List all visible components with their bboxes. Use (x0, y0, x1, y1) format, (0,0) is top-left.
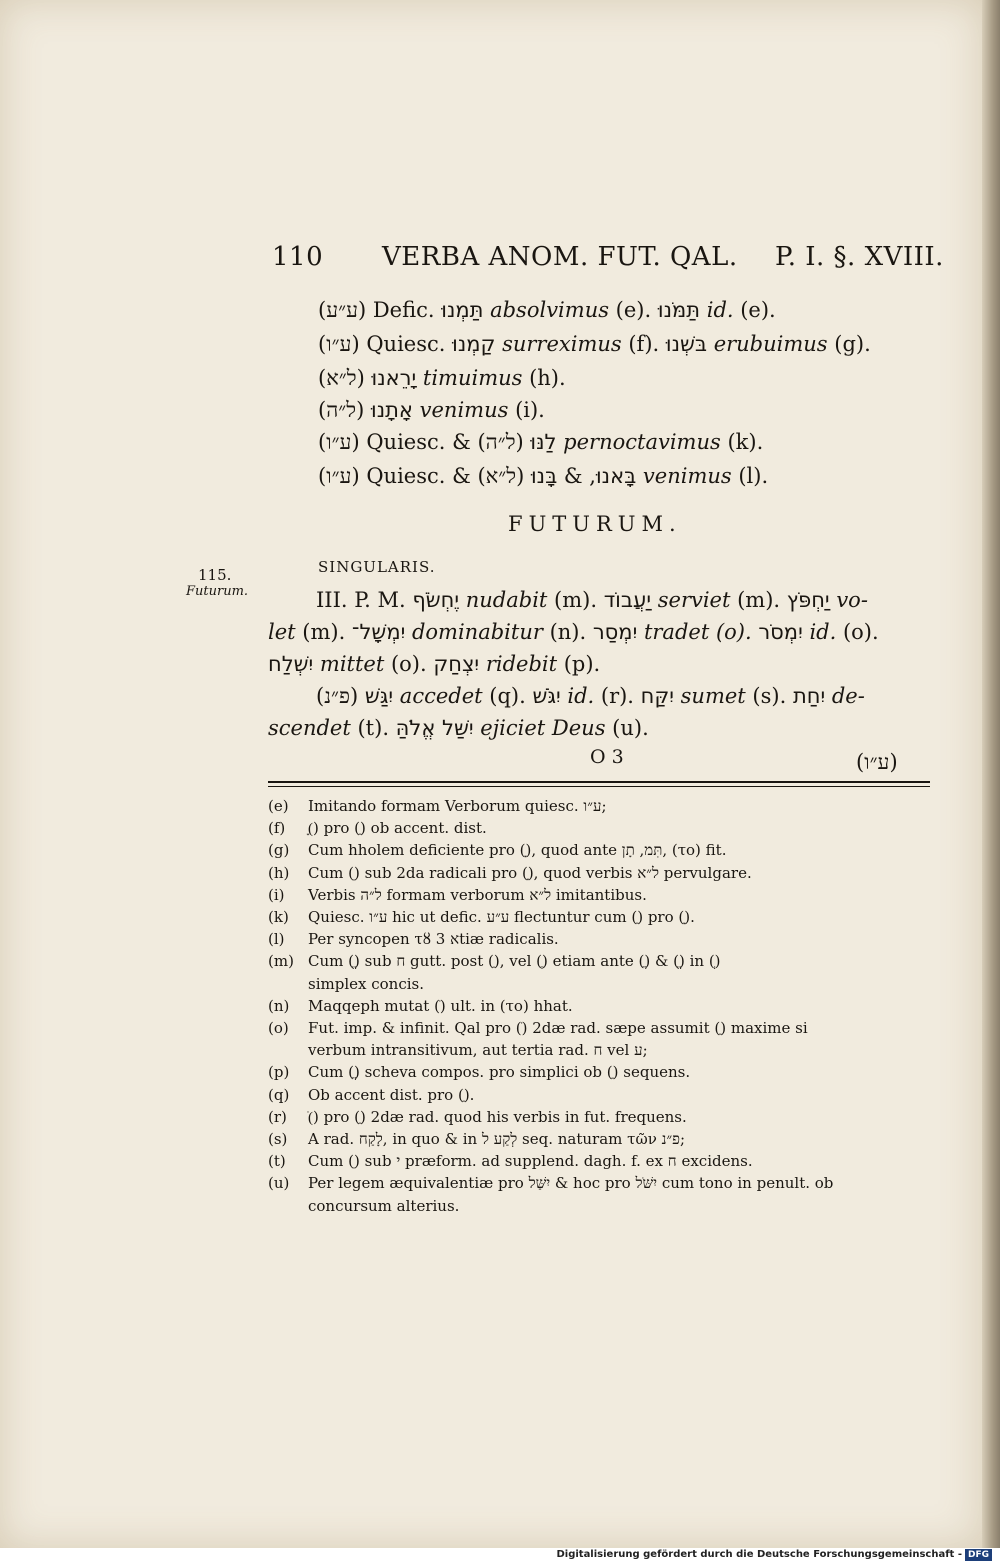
footnote-key: (u) (268, 1174, 290, 1193)
footnote-text: Quiesc. ע״ו hic ut defic. ע״ע flectuntur cum (ַ) pro (ָ). (308, 908, 695, 926)
footnote-key: (h) (268, 863, 290, 882)
divider-rule-thin (268, 786, 930, 787)
text-line: III. P. M. יֶחְשֹׂף nudabit (m). יַעֲבוֹד serviet (m). יַחְפֹּץ vo- (316, 588, 868, 612)
footnote-key: (l) (268, 930, 285, 949)
footnote-text: Cum (ֵ) sub י præform. ad supplend. dagh. f. ex ח excidens. (308, 1152, 753, 1171)
footnote-text: verbum intransitivum, aut tertia rad. ח vel ע; (308, 1041, 648, 1060)
footnote-text: Fut. imp. & infinit. Qal pro (ֹ) 2dæ rad. sæpe assumit (ַ) maxime si (308, 1019, 808, 1037)
divider-rule (268, 781, 930, 783)
section-reference: P. I. §. XVIII. (775, 242, 944, 272)
margin-label: Futurum. (186, 584, 249, 599)
text-line: (ע״ו) Quiesc. & (ל״א) בָּאנוּ, & בָּנוּ venimus (l). (318, 464, 769, 488)
subsection-title: SINGULARIS. (318, 558, 436, 576)
text-line: (ע״ו) Quiesc. & (ל״ה) לַנּוּ pernoctavimus (k). (318, 430, 764, 454)
footnote-text: Maqqeph mutat (ֹ) ult. in (τo) hhat. (308, 996, 573, 1015)
text-line: יִשְׁלַח mittet (o). יִצְחַק ridebit (p). (268, 652, 601, 676)
footnote-key: (t) (268, 1152, 286, 1171)
footnote-text: (ֹ) pro (ַ) 2dæ rad. quod his verbis in fut. frequens. (308, 1107, 687, 1126)
footnote-key: (r) (268, 1107, 287, 1126)
footer-credit: Digitalisierung gefördert durch die Deutsche Forschungsgemeinschaft - DFG (556, 1548, 992, 1562)
footnote-key: (p) (268, 1063, 290, 1082)
text-line: (ל״ה) אָתָנוּ venimus (i). (318, 398, 545, 422)
footnote-text: Cum (ֵ) sub 2da radicali pro (ָ), quod verbis ל״א pervulgare. (308, 863, 752, 882)
footnote-text: Cum (ֲ) scheva compos. pro simplici ob (ַ) sequens. (308, 1063, 691, 1082)
text-line: scendet (t). יִשַּׁל אֱלֹהַּ ejiciet Deus (u). (268, 716, 649, 740)
page-edge (982, 0, 1000, 1548)
footnote-text: (ָ) pro (ַ) ob accent. dist. (308, 819, 487, 838)
footnote-text: Ob accent dist. pro (ַ). (308, 1085, 475, 1104)
footnote-key: (i) (268, 885, 285, 904)
footnote-key: (n) (268, 996, 290, 1015)
footnote-key: (s) (268, 1130, 288, 1148)
signature-mark: O 3 (590, 746, 624, 768)
footnote-text: Cum hholem deficiente pro (ָ), quod ante תִּמ, תָן, (τo) fit. (308, 841, 727, 860)
dfg-logo: DFG (965, 1549, 992, 1561)
page-number: 110 (272, 242, 324, 272)
footnote-text: Imitando formam Verborum quiesc. ע״ו; (308, 797, 607, 815)
text-line: let (m). יִמְשָׁל־ dominabitur (n). יִמְסַר tradet (o). יִמְסֹר id. (o). (268, 620, 879, 644)
text-line: (ע״ו) Quiesc. קַמְנוּ surreximus (f). בּשְׁנוּ erubuimus (g). (318, 332, 871, 356)
footnote-key: (g) (268, 841, 290, 860)
footnote-key: (e) (268, 797, 289, 815)
running-title: VERBA ANOM. FUT. QAL. (382, 242, 738, 272)
text-line: (פ״נ) יִגַּשׁ accedet (q). יִגֹּשׁ id. (r). יִקַּח sumet (s). יִחַת de- (316, 684, 865, 708)
footnote-text: Per syncopen τȣ א 3tiæ radicalis. (308, 930, 559, 949)
footnote-key: (q) (268, 1085, 290, 1104)
footnote-key: (m) (268, 952, 294, 971)
footnote-text: Per legem æquivalentiæ pro יִשַּׁל & hoc pro יִשֹּׁל cum tono in penult. ob (308, 1174, 834, 1193)
text-line: (ל״א) יָרֵאנוּ timuimus (h). (318, 366, 566, 390)
margin-number: 115. (198, 566, 232, 584)
footnote-text: A rad. לָקַח, in quo & in לְקַע ל seq. naturam τῶν פ״נ; (308, 1130, 686, 1148)
footnote-text: simplex concis. (308, 974, 424, 993)
footnote-text: Cum (ֱ) sub ח gutt. post (ַ), vel (ֶ) etiam ante (ֲ) & (ֱ) in (ְ) (308, 952, 721, 971)
footnote-text: concursum alterius. (308, 1196, 460, 1215)
catchword: (ע״ו) (856, 750, 898, 774)
section-title: FUTURUM. (508, 512, 682, 536)
text-line: (ע״ע) Defic. תַּמְנוּ absolvimus (e). תַּמֹּנוּ id. (e). (318, 298, 776, 322)
footnote-key: (o) (268, 1019, 289, 1037)
footnote-key: (k) (268, 908, 289, 926)
footnote-text: Verbis ל״ה formam verborum ל״א imitantibus. (308, 885, 647, 904)
footnote-key: (f) (268, 819, 286, 838)
